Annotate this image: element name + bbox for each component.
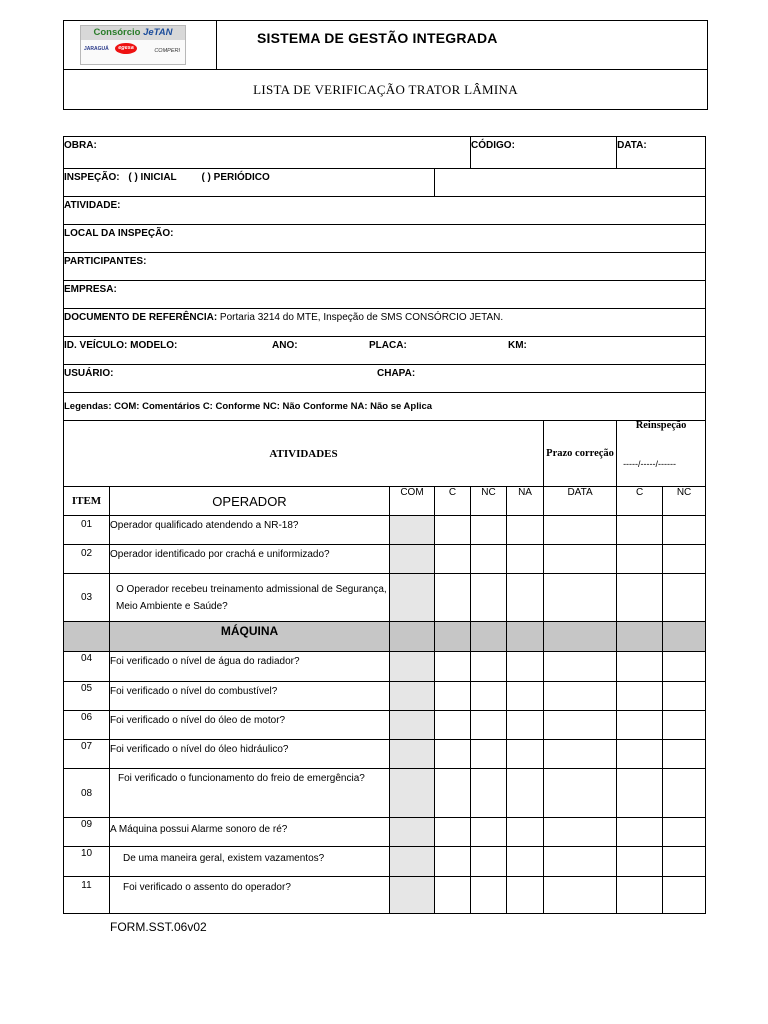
usuario-field[interactable] <box>64 365 706 393</box>
legend-text: Legendas: COM: Comentários C: Conforme NC: Não Conforme NA: Não se Aplica <box>64 401 433 412</box>
nc-cell[interactable] <box>471 769 507 818</box>
c2-cell[interactable] <box>617 847 663 877</box>
section-cell <box>663 622 706 652</box>
logo-partner-3: COMPERI <box>154 48 180 54</box>
form-code: FORM.SST.06v02 <box>110 920 207 934</box>
na-cell[interactable] <box>507 769 544 818</box>
c-cell[interactable] <box>435 652 471 682</box>
c2-cell[interactable] <box>617 740 663 769</box>
c2-cell[interactable] <box>617 877 663 914</box>
prazo-header <box>544 421 617 487</box>
data-col-header <box>544 487 617 516</box>
data-cell[interactable] <box>544 711 617 740</box>
data-cell[interactable] <box>544 847 617 877</box>
na-cell[interactable] <box>507 574 544 622</box>
c2-cell[interactable] <box>617 574 663 622</box>
item-question: Operador identificado por crachá e uniformizado? <box>110 545 390 574</box>
info-row-atividade <box>64 197 706 225</box>
nc-cell[interactable] <box>471 847 507 877</box>
na-cell[interactable] <box>507 847 544 877</box>
item-col-header <box>64 487 110 516</box>
nc2-cell[interactable] <box>663 682 706 711</box>
item-question: Foi verificado o assento do operador? <box>110 877 390 914</box>
activities-header-row <box>64 421 706 487</box>
table-row <box>64 574 706 622</box>
logo-cell <box>64 21 217 69</box>
com-cell[interactable] <box>390 574 435 622</box>
item-question: Foi verificado o funcionamento do freio de emergência? <box>110 769 390 818</box>
chapa-label: CHAPA: <box>377 368 416 379</box>
form-header <box>63 20 708 110</box>
legend-field <box>64 393 706 421</box>
nc-cell[interactable] <box>471 877 507 914</box>
option-inicial[interactable]: ( ) INICIAL <box>128 172 177 183</box>
table-row <box>64 769 706 818</box>
consortium-logo <box>80 25 186 65</box>
com-cell[interactable] <box>390 769 435 818</box>
c-cell[interactable] <box>435 818 471 847</box>
c2-cell[interactable] <box>617 711 663 740</box>
com-cell[interactable] <box>390 740 435 769</box>
c-label: C <box>448 487 457 498</box>
table-row <box>64 652 706 682</box>
checklist-table <box>63 136 706 914</box>
column-header-row <box>64 487 706 516</box>
table-row <box>64 545 706 574</box>
info-row-docref <box>64 309 706 337</box>
obra-label: OBRA: <box>64 140 97 151</box>
item-number: 01 <box>64 516 110 545</box>
na-label: NA <box>518 487 532 498</box>
logo-partner-2: egesa <box>115 43 137 54</box>
participantes-field[interactable] <box>64 253 706 281</box>
na-cell[interactable] <box>507 652 544 682</box>
data-cell[interactable] <box>544 769 617 818</box>
nc2-cell[interactable] <box>663 769 706 818</box>
item-number: 11 <box>64 877 110 914</box>
item-question: A Máquina possui Alarme sonoro de ré? <box>110 818 390 847</box>
item-number: 07 <box>64 740 110 769</box>
data-cell[interactable] <box>544 545 617 574</box>
data-field[interactable] <box>617 137 706 169</box>
item-question: Foi verificado o nível do óleo hidráulico? <box>110 740 390 769</box>
data-cell[interactable] <box>544 818 617 847</box>
table-row <box>64 740 706 769</box>
item-number: 08 <box>64 769 110 818</box>
veiculo-label: ID. VEÍCULO: MODELO: <box>64 340 178 351</box>
participantes-label: PARTICIPANTES: <box>64 256 147 267</box>
info-row-usuario <box>64 365 706 393</box>
data-label: DATA: <box>617 140 647 151</box>
section-cell <box>435 622 471 652</box>
item-number: 02 <box>64 545 110 574</box>
c-cell[interactable] <box>435 769 471 818</box>
item-number: 10 <box>64 847 110 877</box>
na-cell[interactable] <box>507 818 544 847</box>
option-periodico[interactable]: ( ) PERIÓDICO <box>201 172 270 183</box>
nc2-label: NC <box>676 487 692 498</box>
data-cell[interactable] <box>544 740 617 769</box>
c-col-header <box>435 487 471 516</box>
logo-brand <box>81 26 185 40</box>
table-row <box>64 711 706 740</box>
empresa-field[interactable] <box>64 281 706 309</box>
item-question: Foi verificado o nível de água do radiador? <box>110 652 390 682</box>
inspecao-field <box>64 169 435 197</box>
data-col-label: DATA <box>567 487 593 498</box>
na-cell[interactable] <box>507 682 544 711</box>
reinspecao-header <box>617 421 706 487</box>
data-cell[interactable] <box>544 877 617 914</box>
list-title: LISTA DE VERIFICAÇÃO TRATOR LÂMINA <box>253 82 518 97</box>
nc2-cell[interactable] <box>663 818 706 847</box>
docref-label: DOCUMENTO DE REFERÊNCIA: <box>64 312 218 323</box>
c2-cell[interactable] <box>617 545 663 574</box>
data-cell[interactable] <box>544 516 617 545</box>
data-cell[interactable] <box>544 574 617 622</box>
logo-partner-1: JARAGUÁ <box>84 46 109 52</box>
na-cell[interactable] <box>507 740 544 769</box>
com-cell[interactable] <box>390 711 435 740</box>
com-cell[interactable] <box>390 847 435 877</box>
c-cell[interactable] <box>435 740 471 769</box>
item-question: Operador qualificado atendendo a NR-18? <box>110 516 390 545</box>
operador-section-header <box>110 487 390 516</box>
item-number: 03 <box>64 574 110 622</box>
maquina-section-header <box>110 622 390 652</box>
info-row-local <box>64 225 706 253</box>
maquina-label: MÁQUINA <box>220 624 279 638</box>
item-number: 05 <box>64 682 110 711</box>
nc-col-header <box>471 487 507 516</box>
com-cell[interactable] <box>390 682 435 711</box>
section-cell <box>390 622 435 652</box>
info-row-inspecao <box>64 169 706 197</box>
nc2-cell[interactable] <box>663 847 706 877</box>
table-row <box>64 877 706 914</box>
atividades-label: ATIVIDADES <box>269 447 338 460</box>
table-row <box>64 818 706 847</box>
nc-cell[interactable] <box>471 740 507 769</box>
na-cell[interactable] <box>507 711 544 740</box>
logo-brand-2: JeTAN <box>143 27 173 38</box>
com-col-header <box>390 487 435 516</box>
nc-cell[interactable] <box>471 711 507 740</box>
reinspecao-label: Reinspeção <box>635 420 687 431</box>
na-cell[interactable] <box>507 545 544 574</box>
c-cell[interactable] <box>435 545 471 574</box>
com-cell[interactable] <box>390 652 435 682</box>
c-cell[interactable] <box>435 847 471 877</box>
na-col-header <box>507 487 544 516</box>
nc-label: NC <box>481 487 496 498</box>
c-cell[interactable] <box>435 711 471 740</box>
c2-cell[interactable] <box>617 652 663 682</box>
logo-brand-1: Consórcio <box>93 27 141 38</box>
c2-cell[interactable] <box>617 682 663 711</box>
reinspecao-date[interactable]: -----/-----/------ <box>623 459 677 469</box>
c2-cell[interactable] <box>617 516 663 545</box>
na-cell[interactable] <box>507 516 544 545</box>
codigo-field[interactable] <box>471 137 617 169</box>
c2-cell[interactable] <box>617 769 663 818</box>
item-question: Foi verificado o nível do óleo de motor? <box>110 711 390 740</box>
obra-field[interactable] <box>64 137 471 169</box>
maquina-section-row <box>64 622 706 652</box>
nc-cell[interactable] <box>471 574 507 622</box>
nc-cell[interactable] <box>471 682 507 711</box>
item-number: 06 <box>64 711 110 740</box>
atividade-field[interactable] <box>64 197 706 225</box>
local-label: LOCAL DA INSPEÇÃO: <box>64 228 174 239</box>
nc-cell[interactable] <box>471 516 507 545</box>
system-title: SISTEMA DE GESTÃO INTEGRADA <box>257 30 498 46</box>
docref-field <box>64 309 706 337</box>
veiculo-field[interactable] <box>64 337 706 365</box>
data-cell[interactable] <box>544 682 617 711</box>
operador-label: OPERADOR <box>212 493 287 509</box>
com-cell[interactable] <box>390 545 435 574</box>
com-cell[interactable] <box>390 516 435 545</box>
com-cell[interactable] <box>390 818 435 847</box>
nc-cell[interactable] <box>471 818 507 847</box>
section-cell <box>617 622 663 652</box>
c-cell[interactable] <box>435 516 471 545</box>
na-cell[interactable] <box>507 877 544 914</box>
item-question: Foi verificado o nível do combustível? <box>110 682 390 711</box>
table-row <box>64 847 706 877</box>
section-cell <box>507 622 544 652</box>
table-row <box>64 516 706 545</box>
inspecao-blank[interactable] <box>435 169 706 197</box>
table-row <box>64 682 706 711</box>
nc2-cell[interactable] <box>663 877 706 914</box>
item-number: 04 <box>64 652 110 682</box>
data-cell[interactable] <box>544 652 617 682</box>
section-cell <box>471 622 507 652</box>
nc2-cell[interactable] <box>663 516 706 545</box>
km-label: KM: <box>508 340 527 351</box>
atividade-label: ATIVIDADE: <box>64 200 121 211</box>
info-row-veiculo <box>64 337 706 365</box>
ano-label: ANO: <box>272 340 298 351</box>
section-cell <box>544 622 617 652</box>
c-cell[interactable] <box>435 682 471 711</box>
nc-cell[interactable] <box>471 545 507 574</box>
c-cell[interactable] <box>435 574 471 622</box>
local-field[interactable] <box>64 225 706 253</box>
nc-cell[interactable] <box>471 652 507 682</box>
info-row-empresa <box>64 281 706 309</box>
list-title-cell <box>64 69 707 109</box>
nc2-cell[interactable] <box>663 652 706 682</box>
nc2-cell[interactable] <box>663 574 706 622</box>
placa-label: PLACA: <box>369 340 407 351</box>
com-label: COM <box>400 487 424 498</box>
nc2-cell[interactable] <box>663 545 706 574</box>
system-title-cell <box>217 21 707 69</box>
codigo-label: CÓDIGO: <box>471 140 515 151</box>
inspecao-label: INSPEÇÃO: <box>64 172 120 183</box>
c2-cell[interactable] <box>617 818 663 847</box>
item-question: De uma maneira geral, existem vazamentos? <box>110 847 390 877</box>
nc2-cell[interactable] <box>663 740 706 769</box>
docref-value: Portaria 3214 do MTE, Inspeção de SMS CONSÓRCIO JETAN. <box>217 312 504 323</box>
item-question: O Operador recebeu treinamento admissional de Segurança, Meio Ambiente e Saúde? <box>110 574 390 622</box>
empresa-label: EMPRESA: <box>64 284 117 295</box>
info-row-obra <box>64 137 706 169</box>
item-number: 09 <box>64 818 110 847</box>
c2-col-header <box>617 487 663 516</box>
info-row-participantes <box>64 253 706 281</box>
c2-label: C <box>635 487 644 498</box>
atividades-header <box>64 421 544 487</box>
info-row-legendas <box>64 393 706 421</box>
prazo-label: Prazo correção <box>546 448 614 459</box>
nc2-col-header <box>663 487 706 516</box>
com-cell[interactable] <box>390 877 435 914</box>
item-label: ITEM <box>71 495 102 507</box>
usuario-label: USUÁRIO: <box>64 368 114 379</box>
c-cell[interactable] <box>435 877 471 914</box>
nc2-cell[interactable] <box>663 711 706 740</box>
section-item-cell <box>64 622 110 652</box>
